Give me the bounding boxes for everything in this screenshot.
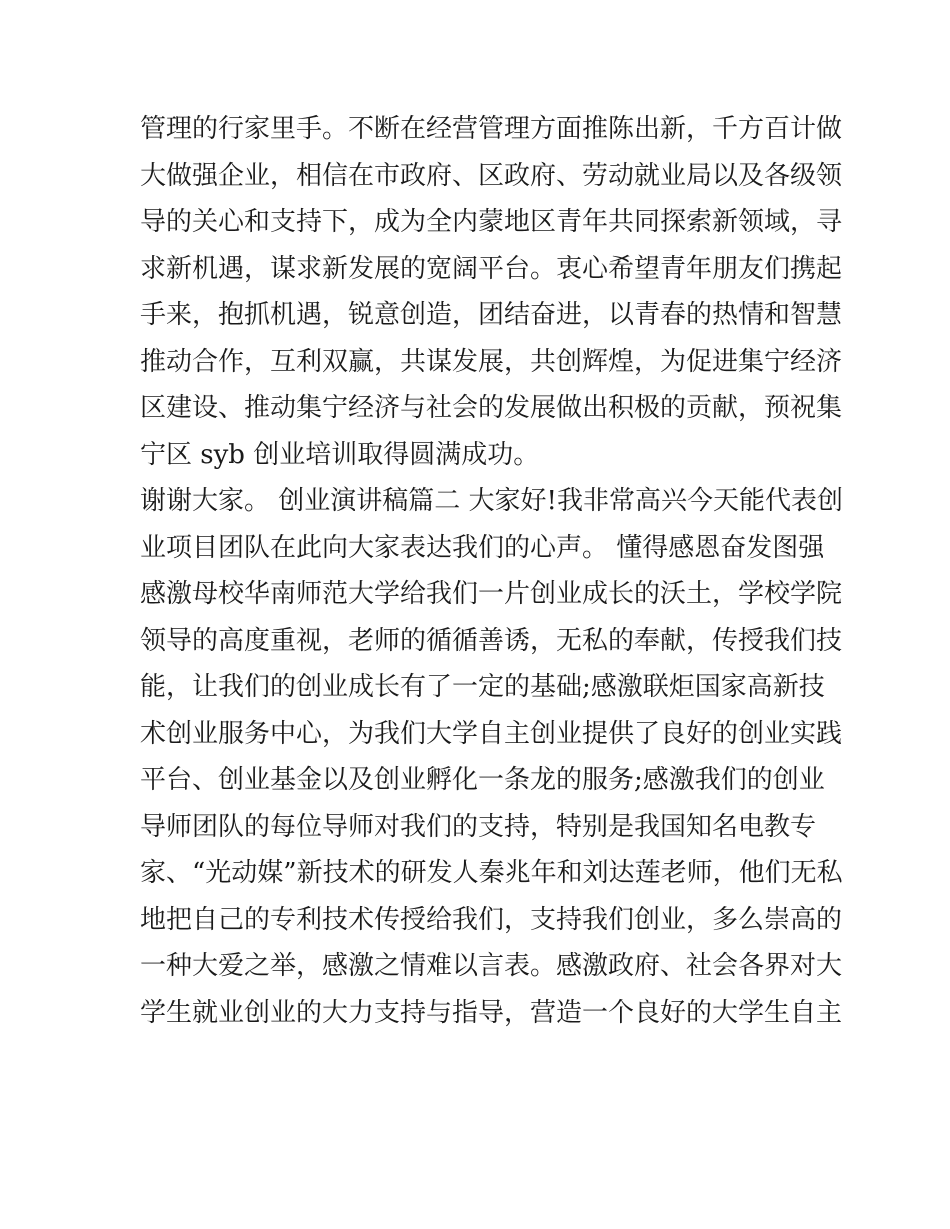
text-line: 业项目团队在此向大家表达我们的心声。 懂得感恩奋发图强 <box>140 532 825 563</box>
text-line: 谢谢大家。 创业演讲稿篇二 大家好!我非常高兴今天能代表创 <box>140 486 843 516</box>
text-line: 地把自己的专利技术传授给我们，支持我们创业，多么崇高的 <box>140 904 843 935</box>
text-line: 一种大爱之举，感激之情难以言表。感激政府、社会各界对大 <box>140 951 843 981</box>
text-line: 领导的高度重视，老师的循循善诱，无私的奉献，传授我们技 <box>140 625 843 656</box>
text-line: 推动合作，互利双赢，共谋发展，共创辉煌，为促进集宁经济 <box>140 346 843 377</box>
body-text <box>140 106 843 1036</box>
text-line: 平台、创业基金以及创业孵化一条龙的服务;感激我们的创业 <box>140 765 825 795</box>
text-line: 宁区 syb 创业培训取得圆满成功。 <box>140 439 540 470</box>
text-line: 术创业服务中心，为我们大学自主创业提供了良好的创业实践 <box>140 718 843 749</box>
text-line: 求新机遇，谋求新发展的宽阔平台。衷心希望青年朋友们携起 <box>140 253 843 284</box>
text-line: 家、“光动媒”新技术的研发人秦兆年和刘达莲老师，他们无私 <box>140 858 843 888</box>
text-line: 感激母校华南师范大学给我们一片创业成长的沃土，学校学院 <box>140 579 843 609</box>
text-line: 管理的行家里手。不断在经营管理方面推陈出新，千方百计做 <box>140 114 843 144</box>
text-line: 导师团队的每位导师对我们的支持，特别是我国知名电教专 <box>140 811 817 842</box>
text-line: 区建设、推动集宁经济与社会的发展做出积极的贡献，预祝集 <box>140 393 843 423</box>
text-line: 导的关心和支持下，成为全内蒙地区青年共同探索新领域，寻 <box>140 207 843 237</box>
text-line: 学生就业创业的大力支持与指导，营造一个良好的大学生自主 <box>140 997 843 1028</box>
text-line: 能，让我们的创业成长有了一定的基础;感激联炬国家高新技 <box>140 672 825 702</box>
text-line: 大做强企业，相信在市政府、区政府、劳动就业局以及各级领 <box>140 160 843 191</box>
text-line: 手来，抱抓机遇，锐意创造，团结奋进，以青春的热情和智慧 <box>140 300 843 330</box>
